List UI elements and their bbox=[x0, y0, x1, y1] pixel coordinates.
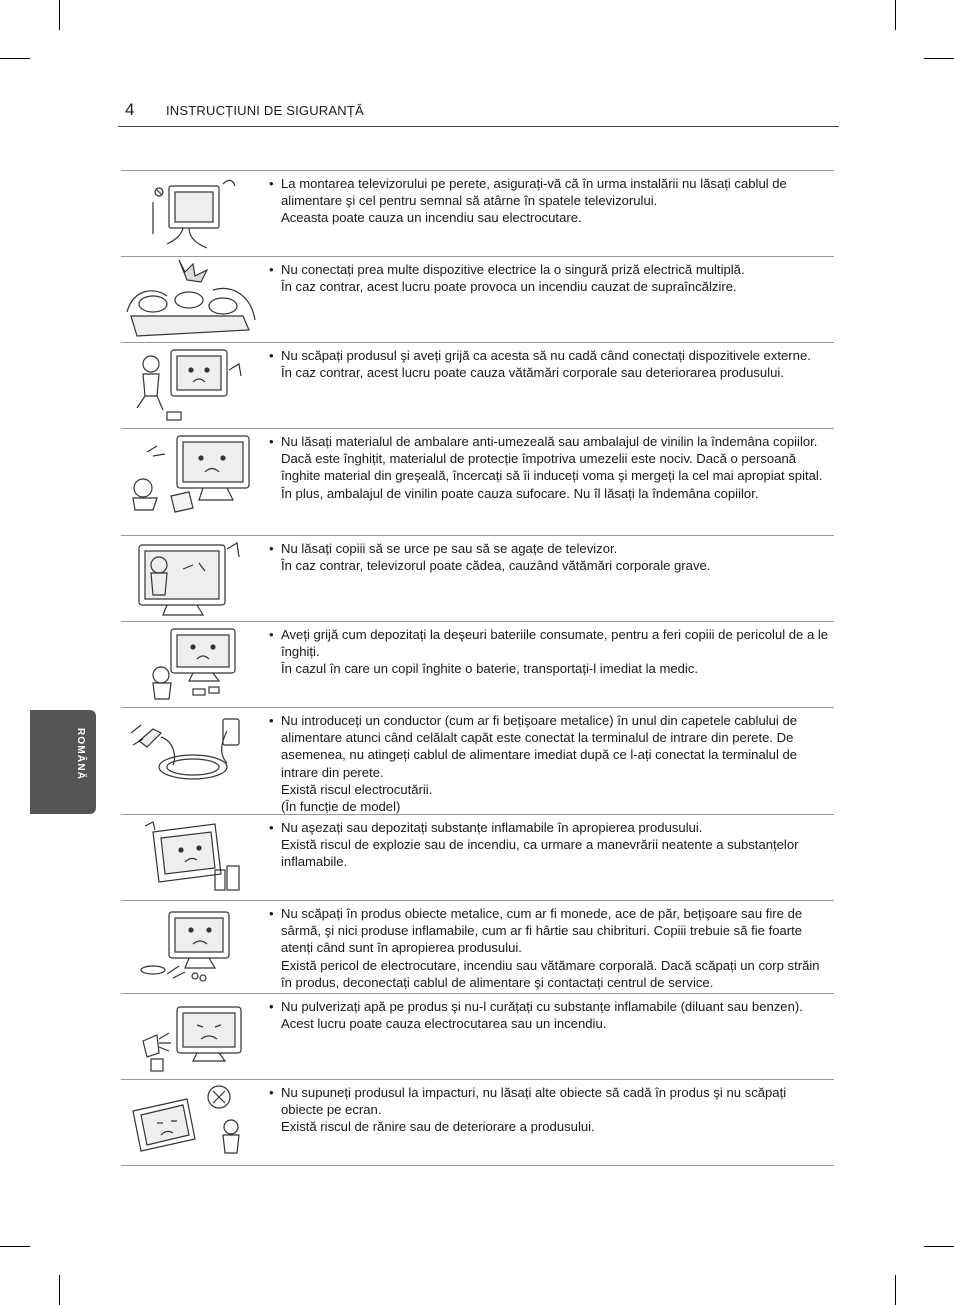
safety-line: În caz contrar, acest lucru poate cauza vătămări corporale sau deteriorarea produsului. bbox=[281, 365, 784, 381]
safety-line: Nu scăpați în produs obiecte metalice, cum ar fi monede, ace de păr, bețişoare sau fire de sârmă, şi nici produse inflamabile, cum ar fi hârtie sau chibrituri. Copiii trebuie să fie foarte atenți când sunt în apropierea produsului. bbox=[281, 906, 803, 956]
safety-item bbox=[121, 536, 834, 622]
crop-mark bbox=[924, 1246, 954, 1247]
bullet: • bbox=[269, 627, 274, 642]
safety-line: Aceasta poate cauza un incendiu sau electrocutare. bbox=[281, 210, 582, 226]
bullet: • bbox=[269, 348, 274, 363]
safety-item bbox=[121, 708, 834, 815]
child-battery-illustration bbox=[123, 625, 261, 705]
safety-line: În caz contrar, acest lucru poate provoca un incendiu cauzat de supraîncălzire. bbox=[281, 279, 737, 295]
page-header bbox=[118, 98, 839, 127]
safety-item bbox=[121, 257, 834, 343]
safety-line: Nu conectați prea multe dispozitive electrice la o singură priză electrică multiplă. bbox=[281, 262, 745, 277]
safety-line: Există riscul electrocutării. bbox=[281, 781, 433, 797]
power-strip-overload-illustration bbox=[123, 260, 261, 340]
crop-mark bbox=[924, 58, 954, 59]
safety-list bbox=[121, 170, 834, 1166]
bullet: • bbox=[269, 713, 274, 728]
safety-text bbox=[269, 433, 829, 502]
safety-line: La montarea televizorului pe perete, asigurați-vă că în urma instalării nu lăsați cablul de alimentare şi cel pentru semnal să atârne în spatele televizorului. bbox=[281, 176, 787, 209]
safety-text bbox=[269, 540, 829, 574]
safety-line: În caz contrar, televizorul poate cădea, cauzând vătămări corporale grave. bbox=[281, 558, 711, 574]
bullet: • bbox=[269, 999, 274, 1014]
safety-text bbox=[269, 819, 829, 871]
safety-item bbox=[121, 815, 834, 901]
child-climbing-tv-illustration bbox=[123, 539, 261, 619]
safety-line: (În funcție de model) bbox=[281, 799, 401, 815]
safety-item bbox=[121, 1080, 834, 1166]
safety-line: Nu supuneți produsul la impacturi, nu lăsați alte obiecte să cadă în produs şi nu scăpați obiecte pe ecran. bbox=[281, 1085, 787, 1118]
safety-line: Nu scăpați produsul şi aveți grijă ca acesta să nu cadă când conectați dispozitivele externe. bbox=[281, 348, 811, 363]
power-cord-conductor-illustration bbox=[123, 711, 261, 791]
safety-line: Nu aşezați sau depozitați substanțe inflamabile în apropierea produsului. bbox=[281, 820, 703, 835]
safety-line: Există riscul de explozie sau de incendiu, ca urmare a manevrării neatente a substanțelor inflamabile. bbox=[281, 837, 799, 870]
crop-mark bbox=[895, 1275, 896, 1305]
safety-line: Nu pulverizați apă pe produs şi nu-l curățați cu substanțe inflamabile (diluant sau benzen). Acest lucru poate cauza electrocutarea sau un incendiu. bbox=[281, 999, 803, 1032]
safety-text bbox=[269, 1084, 829, 1136]
safety-item bbox=[121, 994, 834, 1080]
safety-text bbox=[269, 626, 829, 678]
ball-impact-illustration bbox=[123, 1083, 261, 1163]
bullet: • bbox=[269, 1085, 274, 1100]
bullet: • bbox=[269, 262, 274, 277]
safety-text bbox=[269, 175, 829, 227]
crop-mark bbox=[0, 58, 30, 59]
safety-text bbox=[269, 347, 829, 381]
page-number: 4 bbox=[125, 100, 135, 119]
safety-line: În cazul în care un copil înghite o baterie, transportați-l imediat la medic. bbox=[281, 661, 699, 677]
bullet: • bbox=[269, 820, 274, 835]
safety-item bbox=[121, 901, 834, 994]
bullet: • bbox=[269, 906, 274, 921]
section-title: INSTRUCȚIUNI DE SIGURANȚĂ bbox=[166, 103, 364, 118]
tv-falling-child-illustration bbox=[123, 346, 261, 426]
language-label: ROMÂNĂ bbox=[75, 728, 86, 781]
safety-line: Aveți grijă cum depozitați la deşeuri bateriile consumate, pentru a feri copiii de pericolul de a le înghiți. bbox=[281, 627, 829, 660]
safety-line: Dacă este înghițit, materialul de protecție împotriva umezelii este nociv. Dacă o persoană înghite material din greşeală, încercați să îi induceți voma şi mergeți la cel mai apropiat spital. În plus, ambalajul de vinilin poate cauza sufocare. Nu îl lăsați la îndemâna copiilor. bbox=[281, 451, 823, 501]
safety-line: Există pericol de electrocutare, incendiu sau vătămare corporală. Dacă scăpați un corp străin în produs, deconectați cablul de alimentare şi contactați centrul de service. bbox=[281, 957, 820, 990]
water-spray-illustration bbox=[123, 997, 261, 1077]
crop-mark bbox=[0, 1246, 30, 1247]
bullet: • bbox=[269, 434, 274, 449]
safety-text bbox=[269, 712, 829, 815]
safety-text bbox=[269, 261, 829, 295]
safety-item bbox=[121, 622, 834, 708]
child-packaging-illustration bbox=[123, 432, 261, 512]
safety-text bbox=[269, 998, 829, 1032]
safety-line: Nu lăsați materialul de ambalare anti-umezeală sau ambalajul de vinilin la îndemâna copiilor. bbox=[281, 434, 818, 449]
safety-line: Există riscul de rănire sau de deteriorare a produsului. bbox=[281, 1119, 595, 1135]
safety-line: Nu introduceți un conductor (cum ar fi bețişoare metalice) în unul din capetele cablului de alimentare atunci când celălalt capăt este conectat la terminalul de intrare din perete. De asemenea, nu atingeți cablul de alimentare imediat după ce l-ați conectat la terminalul de intrare din perete. bbox=[281, 713, 798, 780]
bullet: • bbox=[269, 176, 274, 191]
safety-text bbox=[269, 905, 829, 991]
crop-mark bbox=[59, 1275, 60, 1305]
safety-item bbox=[121, 429, 834, 536]
safety-item bbox=[121, 343, 834, 429]
flammable-substances-illustration bbox=[123, 818, 261, 898]
safety-line: Nu lăsați copiii să se urce pe sau să se agațe de televizor. bbox=[281, 541, 618, 556]
tv-wall-mount-cable-illustration bbox=[123, 174, 261, 254]
crop-mark bbox=[895, 0, 896, 30]
metal-objects-illustration bbox=[123, 904, 261, 984]
crop-mark bbox=[59, 0, 60, 30]
language-tab bbox=[30, 710, 96, 814]
safety-item bbox=[121, 171, 834, 257]
bullet: • bbox=[269, 541, 274, 556]
